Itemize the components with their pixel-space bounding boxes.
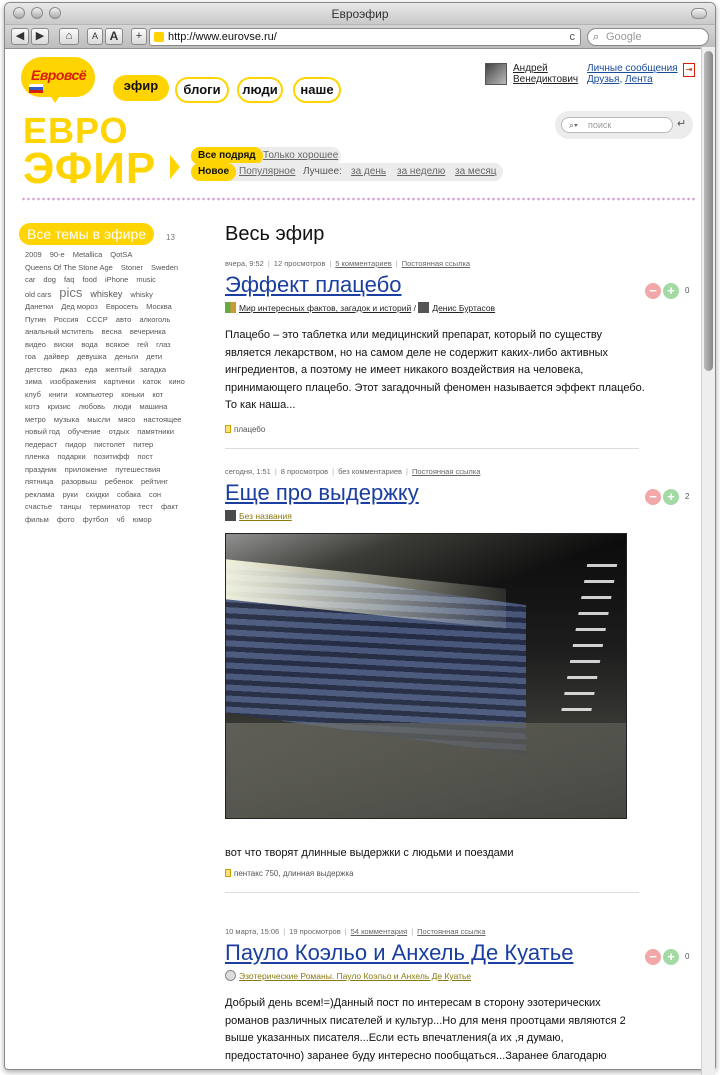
messages-link[interactable]: Личные сообщения [587,63,678,74]
tag-link[interactable]: whisky [130,289,153,299]
tag-link[interactable]: путешествия [115,464,161,474]
site-search-input[interactable] [561,117,673,133]
tag-link[interactable]: машина [139,402,168,411]
tag-link[interactable]: весна [101,327,122,336]
vote-up-button[interactable]: + [663,949,679,965]
tag-link[interactable]: рейтинг [140,477,169,486]
tag-link[interactable]: анальный мститель [25,327,94,336]
header-divider [21,197,697,201]
nav-blogs[interactable]: блоги [175,77,229,103]
author-avatar-icon [418,302,429,313]
user-links [587,63,678,85]
tag-link[interactable]: пост [137,452,153,461]
tag-link[interactable]: car [25,275,36,284]
tag-link[interactable]: вечеринка [129,327,166,336]
post-author-link[interactable]: Денис Буртасов [432,303,496,313]
post-blog-link[interactable]: Мир интересных фактов, загадок и историй [239,303,412,313]
tag-link[interactable]: Москва [146,302,172,311]
tag-link[interactable]: вода [81,339,98,349]
tag-link[interactable]: желтый [105,364,132,374]
tag-link[interactable]: юмор [132,514,152,524]
filter-good[interactable]: Только хорошее [263,150,339,161]
tag-link[interactable]: сон [148,489,162,499]
tag-link[interactable]: картинки [103,377,135,386]
tag-icon [225,869,231,877]
filter-all[interactable]: Все подряд [191,147,263,165]
filter-best-label: Лучшее: [303,166,342,177]
site-logo[interactable] [21,57,95,97]
search-submit-icon[interactable]: ↵ [677,118,687,130]
tag-link[interactable]: девушка [76,352,107,361]
tag-link[interactable]: музыка [53,414,80,424]
filter-new[interactable]: Новое [191,163,236,181]
post-meta: 10 марта, 15:06 | 19 просмотров | 54 комментария | Постоянная ссылка [225,927,486,936]
site-favicon [154,32,164,42]
tag-link[interactable]: music [136,275,156,284]
vote-down-button[interactable]: − [645,949,661,965]
text-bigger-button[interactable]: A [105,28,123,45]
vote-count: 0 [685,952,690,961]
post-blog-line [225,510,645,521]
filter-month[interactable]: за месяц [455,166,497,177]
tag-link[interactable]: food [82,275,97,284]
tag-link[interactable]: iPhone [104,275,129,284]
post-blog-line [225,302,645,313]
post-meta: сегодня, 1:51 | 8 просмотров | без комментариев | Постоянная ссылка [225,467,481,476]
tag-link[interactable]: фильм [25,514,49,524]
post-views: 19 просмотров [289,927,341,936]
tag-link[interactable]: танцы [60,502,82,511]
tag-link[interactable]: собака [116,489,141,499]
post-photo[interactable] [225,533,627,819]
tag-link[interactable]: праздник [25,464,57,474]
tag-link[interactable]: ребенок [104,477,133,486]
tag-link[interactable]: алкоголь [139,314,171,324]
all-topics-button[interactable]: Все темы в эфире [19,223,154,245]
browser-search-field[interactable] [587,28,709,46]
tag-link[interactable]: гей [137,339,149,349]
post-permalink[interactable]: Постоянная ссылка [412,467,481,476]
tag-link[interactable]: глаз [156,339,171,349]
tag-link[interactable]: каток [142,377,162,386]
tag-link[interactable]: клуб [25,389,41,399]
tag-link[interactable]: авто [115,314,132,324]
url-text: http://www.eurovse.ru/ [168,31,277,43]
tag-link[interactable]: коньки [121,389,145,399]
vote-widget [645,283,695,301]
tag-link[interactable]: памятники [137,427,174,436]
site-search-placeholder: поиск [588,120,612,130]
post-keywords [225,425,645,434]
post-date: вчера, 9:52 [225,259,264,268]
tag-link[interactable]: мысли [87,414,111,424]
tag-link[interactable]: кризис [47,402,71,411]
filter-popular[interactable]: Популярное [239,166,296,177]
tag-link[interactable]: зима [25,377,42,386]
links-comma: , [619,74,625,85]
post-card [225,259,645,449]
add-bookmark-button[interactable]: + [131,28,147,45]
scrollbar-thumb[interactable] [704,51,713,371]
tag-link[interactable]: виски [53,339,74,349]
post-views: 12 просмотров [273,259,326,268]
filter-day[interactable]: за день [351,166,387,177]
tag-cloud [25,249,193,526]
tag-link[interactable]: фото [56,514,75,524]
reload-icon[interactable]: c [569,31,575,43]
post-title-link[interactable]: Еще про выдержку [225,480,419,505]
big-title-line-1: ЕВРО [23,110,129,151]
vote-down-button[interactable]: − [645,489,661,505]
post-blog-link[interactable]: Без названия [239,511,292,521]
section-big-title [23,110,157,193]
photo-platform [226,723,626,818]
search-icon: ⌕▾ [569,120,578,130]
tag-link[interactable]: Путин [25,314,46,324]
tag-link[interactable]: видео [25,339,46,349]
tag-link[interactable]: отдых [108,427,130,436]
tag-link[interactable]: dog [43,275,56,284]
tag-link[interactable]: новый год [25,427,60,436]
vote-up-button[interactable]: + [663,489,679,505]
tag-link[interactable]: футбол [82,514,109,524]
title-bar [5,3,715,25]
post-keywords [225,869,645,878]
post-comments-link[interactable]: 54 комментария [350,927,408,936]
tag-link[interactable]: тест [138,502,153,511]
window-title: Евроэфир [331,7,389,21]
nav-people[interactable]: люди [237,77,283,103]
post-keyword-text[interactable]: пентакс 750, длинная выдержка [234,869,354,878]
tag-link[interactable]: мясо [118,414,136,424]
blog-icon [225,970,236,981]
user-first-name: Андрей [513,63,548,74]
browser-toolbar [5,25,715,49]
speech-tail-icon [47,91,63,103]
tag-link[interactable]: подарки [57,452,86,461]
tag-link[interactable]: Sweden [150,262,179,272]
tag-link[interactable]: чб [116,514,125,524]
nav-efir[interactable]: эфир [113,75,169,101]
post-divider [225,448,639,449]
tag-link[interactable]: кино [169,377,185,386]
tag-link[interactable]: кот [152,389,164,399]
browser-search-placeholder: Google [606,31,642,43]
tag-link[interactable]: питер [133,439,154,449]
tag-link[interactable]: old cars [25,289,52,299]
vote-count: 0 [685,286,690,295]
tag-link[interactable]: Queens Of The Stone Age [25,262,113,272]
tag-link[interactable]: пятница [25,477,54,486]
post-permalink[interactable]: Постоянная ссылка [401,259,471,268]
logout-icon[interactable]: ⇥ [683,63,695,77]
post-card [225,467,645,893]
tag-link[interactable]: пидор [65,439,87,449]
tag-link[interactable]: дайвер [43,352,69,361]
post-title-link[interactable]: Пауло Коэльо и Анхель Де Куатье [225,940,574,965]
flag-icon [29,84,43,93]
user-panel [485,63,703,93]
tag-link[interactable]: пленка [25,452,50,461]
vote-up-button[interactable]: + [663,283,679,299]
logo-text: Евровсё [31,67,87,83]
tag-link[interactable]: СССР [86,314,108,324]
feed-title: Весь эфир [225,223,325,245]
tag-link[interactable]: Metallica [72,250,103,259]
tag-link[interactable]: pics [59,284,83,300]
post-meta: вчера, 9:52 | 12 просмотров | 5 комментариев | Постоянная ссылка [225,259,471,268]
tag-link[interactable]: терминатор [89,502,131,511]
post-divider [225,892,639,893]
title-arrow-icon [170,155,180,179]
tag-link[interactable]: обучение [67,427,101,436]
tag-link[interactable]: люди [113,402,132,411]
tag-link[interactable]: 2009 [25,250,42,259]
tag-link[interactable]: гоа [25,352,36,361]
tag-icon [225,425,231,433]
tag-link[interactable]: Россия [53,314,79,324]
vote-down-button[interactable]: − [645,283,661,299]
user-last-name: Венедиктович [513,74,579,85]
tag-link[interactable]: Дед мороз [61,302,98,311]
post-blog-link[interactable]: Эзотерические Романы. Пауло Коэльо и Анхель Де Куатье [239,971,472,981]
post-caption: вот что творят длинные выдержки с людьми и поездами [225,847,514,859]
tag-link[interactable]: реклама [25,489,55,499]
tag-link[interactable]: разорвыш [61,477,97,486]
address-bar[interactable] [149,28,581,46]
vote-widget [645,489,695,507]
user-name-link[interactable] [513,63,578,85]
post-card [225,927,645,1065]
tag-link[interactable]: котэ [25,402,40,411]
tag-link[interactable]: позитифф [93,452,130,461]
tag-link[interactable]: еда [84,364,98,374]
tag-link[interactable]: faq [63,275,75,284]
tag-link[interactable]: книги [48,389,68,399]
blog-icon [225,302,236,313]
avatar[interactable] [485,63,507,85]
tag-link[interactable]: whiskey [90,288,123,299]
tag-link[interactable]: всякое [105,339,130,349]
tag-link[interactable]: любовь [78,402,106,411]
filter-week[interactable]: за неделю [397,166,446,177]
tag-link[interactable]: метро [25,414,46,424]
tag-link[interactable]: QotSA [110,250,133,259]
post-comments-link[interactable]: 5 комментариев [335,259,392,268]
tag-link[interactable]: приложение [64,464,108,474]
tag-link[interactable]: Евросеть [105,302,139,311]
post-excerpt: Добрый день всем!=)Данный пост по интересам в сторону эзотерических романов различных писателей и культур...Но для меня проотцами являются 2 выше указанных писателя...Если есть впечатления(а их ,я думаю, предостаточно) заранее буду интересно пообщаться...Заранее благодарю [225,997,626,1062]
big-title-line-2: ЭФИР [23,144,157,193]
post-title-link[interactable]: Эффект плацебо [225,272,402,297]
post-keyword-text[interactable]: плацебо [234,424,266,434]
search-icon: ⌕ [593,31,600,43]
feed-link[interactable]: Лента [625,74,653,85]
tag-link[interactable]: 90-е [49,250,65,259]
tag-link[interactable]: счастье [25,502,53,511]
tag-link[interactable]: настоящее [143,414,182,424]
post-excerpt: Плацебо – это таблетка или медицинский препарат, который по существу является лекарством, но на самом деле не содержит каких-либо активных ингредиентов, а поэтому не имеет никакого воздействия на человека, принимающего плацебо. Этот загадочный феномен называется эффект плацебо. То как наша... [225,329,645,411]
vertical-scrollbar[interactable] [701,47,715,1075]
tag-link[interactable]: детство [25,364,52,374]
post-comments: без комментариев [338,467,403,476]
page-content [5,47,703,1075]
tag-link[interactable]: компьютер [75,389,114,399]
tag-link[interactable]: скидки [85,489,109,499]
toolbar-toggle-button[interactable] [691,8,707,19]
post-date: сегодня, 1:51 [225,467,271,476]
back-button[interactable]: ◀ [11,28,29,45]
tag-link[interactable]: Stoner [120,262,143,272]
vote-count: 2 [685,492,690,501]
tag-link[interactable]: изображения [49,377,96,386]
all-topics-count: 13 [166,233,175,242]
tag-link[interactable]: Данетки [25,302,54,311]
tag-link[interactable]: педераст [25,439,58,449]
post-date: 10 марта, 15:06 [225,927,280,936]
friends-link[interactable]: Друзья [587,74,620,85]
nav-ours[interactable]: наше [293,77,341,103]
post-permalink[interactable]: Постоянная ссылка [417,927,486,936]
post-blog-line [225,970,645,981]
post-views: 8 просмотров [280,467,329,476]
tag-link[interactable]: факт [160,502,179,511]
vote-widget [645,949,695,967]
author-avatar-icon [225,510,236,521]
tag-link[interactable]: деньги [114,352,139,361]
tag-link[interactable]: пистолет [94,439,126,449]
tag-link[interactable]: дети [146,352,163,361]
forward-button[interactable]: ▶ [31,28,49,45]
tag-link[interactable]: руки [62,489,78,499]
blog-author-separator: / [413,303,416,313]
tag-link[interactable]: загадка [139,364,167,374]
text-smaller-button[interactable]: A [87,28,103,45]
tag-link[interactable]: джаз [59,364,77,374]
filter-row-sort [191,163,503,181]
home-button[interactable]: ⌂ [59,28,79,45]
